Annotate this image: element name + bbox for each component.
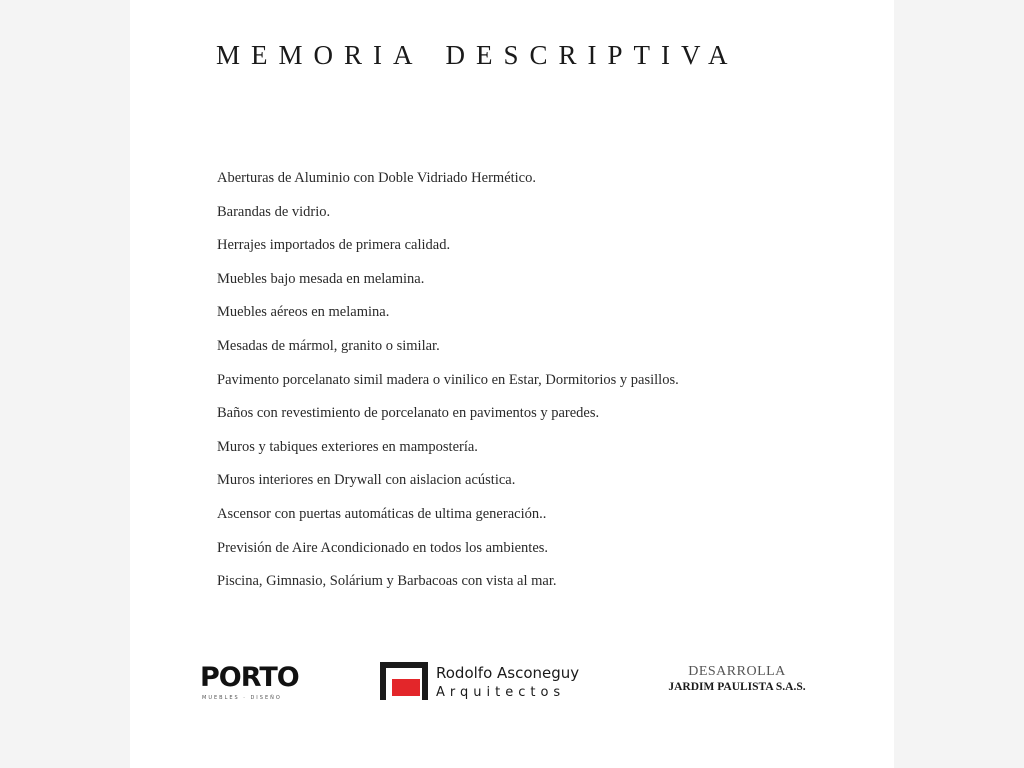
title-word-1: MEMORIA — [216, 40, 424, 70]
title-word-2: DESCRIPTIVA — [445, 40, 739, 70]
list-item: Pavimento porcelanato simil madera o vinilico en Estar, Dormitorios y pasillos. — [217, 371, 679, 388]
document-title — [216, 40, 739, 71]
list-item: Baños con revestimiento de porcelanato en pavimentos y paredes. — [217, 405, 600, 422]
list-item: Herrajes importados de primera calidad. — [217, 237, 451, 254]
architects-logo-subtitle: Arquitectos — [436, 685, 566, 700]
list-item: Previsión de Aire Acondicionado en todos los ambientes. — [217, 539, 549, 556]
developer-company: JARDIM PAULISTA S.A.S. — [668, 681, 806, 693]
developer-label: DESARROLLA — [688, 664, 786, 679]
list-item: Aberturas de Aluminio con Doble Vidriado Hermético. — [217, 170, 536, 186]
list-item: Muebles bajo mesada en melamina. — [217, 270, 425, 287]
list-item: Muros y tabiques exteriores en mampostería. — [217, 438, 478, 455]
list-item: Mesadas de mármol, granito o similar. — [217, 337, 440, 354]
list-item: Muebles aéreos en melamina. — [217, 304, 390, 321]
architects-logo-name: Rodolfo Asconeguy — [436, 664, 580, 682]
list-item: Barandas de vidrio. — [217, 203, 331, 220]
list-item: Piscina, Gimnasio, Solárium y Barbacoas con vista al mar. — [217, 573, 557, 590]
porto-logo-wordmark: PORTO — [200, 662, 299, 693]
specification-list — [217, 167, 679, 604]
list-item: Muros interiores en Drywall con aislacion acústica. — [217, 472, 516, 489]
list-item: Ascensor con puertas automáticas de ultima generación.. — [217, 505, 547, 522]
porto-logo-tagline: MUEBLES · DISEÑO — [202, 695, 282, 701]
